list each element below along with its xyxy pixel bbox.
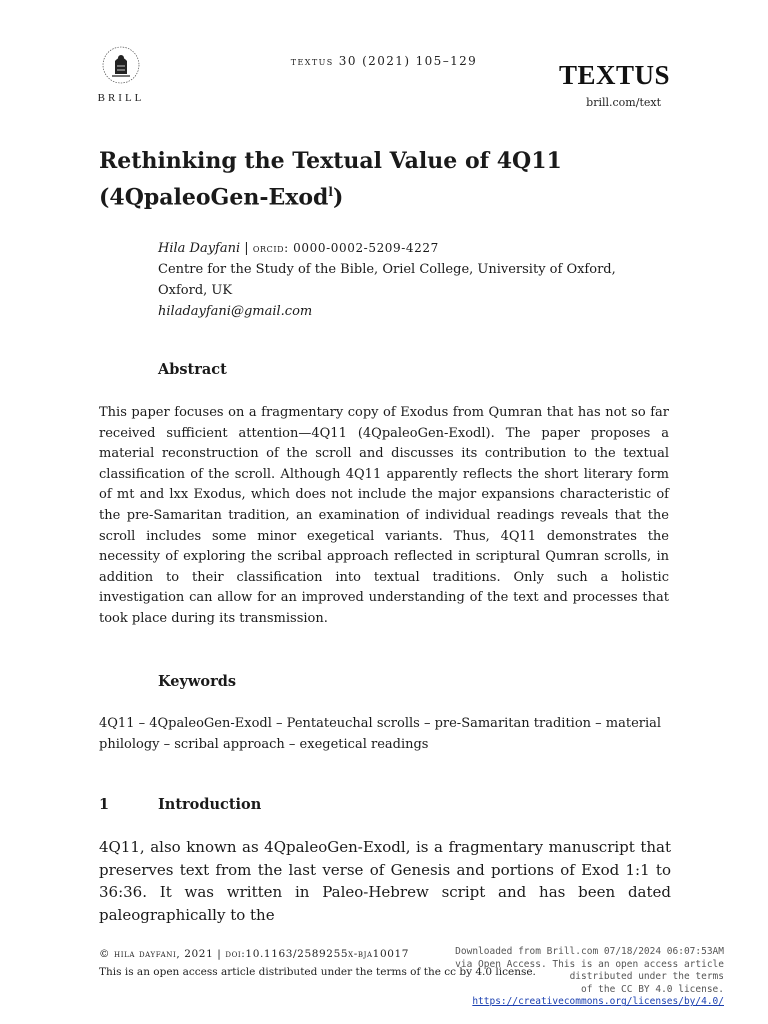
abstract-body (99, 403, 669, 630)
introduction-heading: Introduction (158, 796, 262, 813)
author-block (158, 238, 678, 322)
journal-url[interactable]: brill.com/text (586, 96, 661, 109)
affiliation-line-1: Centre for the Study of the Bible, Oriel College, University of Oxford, (158, 262, 616, 277)
abstract-text: This paper focuses on a fragmentary copy of Exodus from Qumran that has not so far received sufficient attention—4Q11 (4QpaleoGen-Exodl). The paper proposes a material reconstruction of the scroll and discusses its contribution to the textual classification of the scroll. Although 4Q11 apparently reflects the short literary form of mt and lxx Exodus, which does not include the major expansions characteristic of the pre-Samaritan tradition, an examination of individual readings reveals that the scroll includes some minor exegetical variants. Thus, 4Q11 demonstrates the necessity of exploring the scribal approach reflected in scriptural Qumran scrolls, in addition to their classification into textual traditions. Only such a holistic investigation can allow for an improved understanding of the text and processes that took place during its transmission. (99, 405, 669, 626)
section-number: 1 (99, 796, 110, 813)
download-watermark (424, 946, 724, 1009)
license-link[interactable]: https://creativecommons.org/licenses/by/4.0/ (472, 996, 724, 1008)
download-line-1: Downloaded from Brill.com 07/18/2024 06:07:53AM (455, 946, 724, 957)
keywords-heading: Keywords (158, 673, 237, 690)
abstract-heading: Abstract (158, 361, 227, 378)
title-paren-close: ) (332, 184, 344, 211)
journal-logo: TEXTUS (558, 60, 670, 90)
title-paren-open: (4QpaleoGen-Exod (99, 184, 329, 211)
download-line-3: of the CC BY 4.0 license. (581, 983, 724, 995)
title-superscript: l (328, 185, 333, 199)
license-line: This is an open access article distributed under the terms of the cc by 4.0 license. (99, 966, 536, 978)
author-name: Hila Dayfani (158, 241, 241, 256)
journal-reference: textus 30 (2021) 105–129 (290, 54, 478, 68)
author-email[interactable]: hiladayfani@gmail.com (158, 304, 313, 319)
copyright-line: © hila dayfani, 2021 | doi:10.1163/2589255x-bja10017 (99, 948, 410, 960)
keywords-text: 4Q11 – 4QpaleoGen-Exodl – Pentateuchal scrolls – pre-Samaritan tradition – material philology – scribal approach – exegetical readings (99, 716, 662, 752)
affiliation-line-2: Oxford, UK (158, 283, 233, 298)
publisher-name: BRILL (97, 92, 145, 104)
download-line-2: via Open Access. This is an open access article distributed under the terms (455, 958, 724, 983)
orcid[interactable]: orcid: 0000-0002-5209-4227 (252, 241, 439, 255)
title-main: Rethinking the Textual Value of 4Q11 (99, 148, 562, 174)
orcid-separator: | (240, 241, 253, 256)
article-title (99, 146, 679, 213)
introduction-text: 4Q11, also known as 4QpaleoGen-Exodl, is a fragmentary manuscript that preserves text from the last verse of Genesis and portions of Exod 1:1 to 36:36. It was written in Paleo-Hebrew script and has been dated paleographically to the (99, 838, 671, 924)
